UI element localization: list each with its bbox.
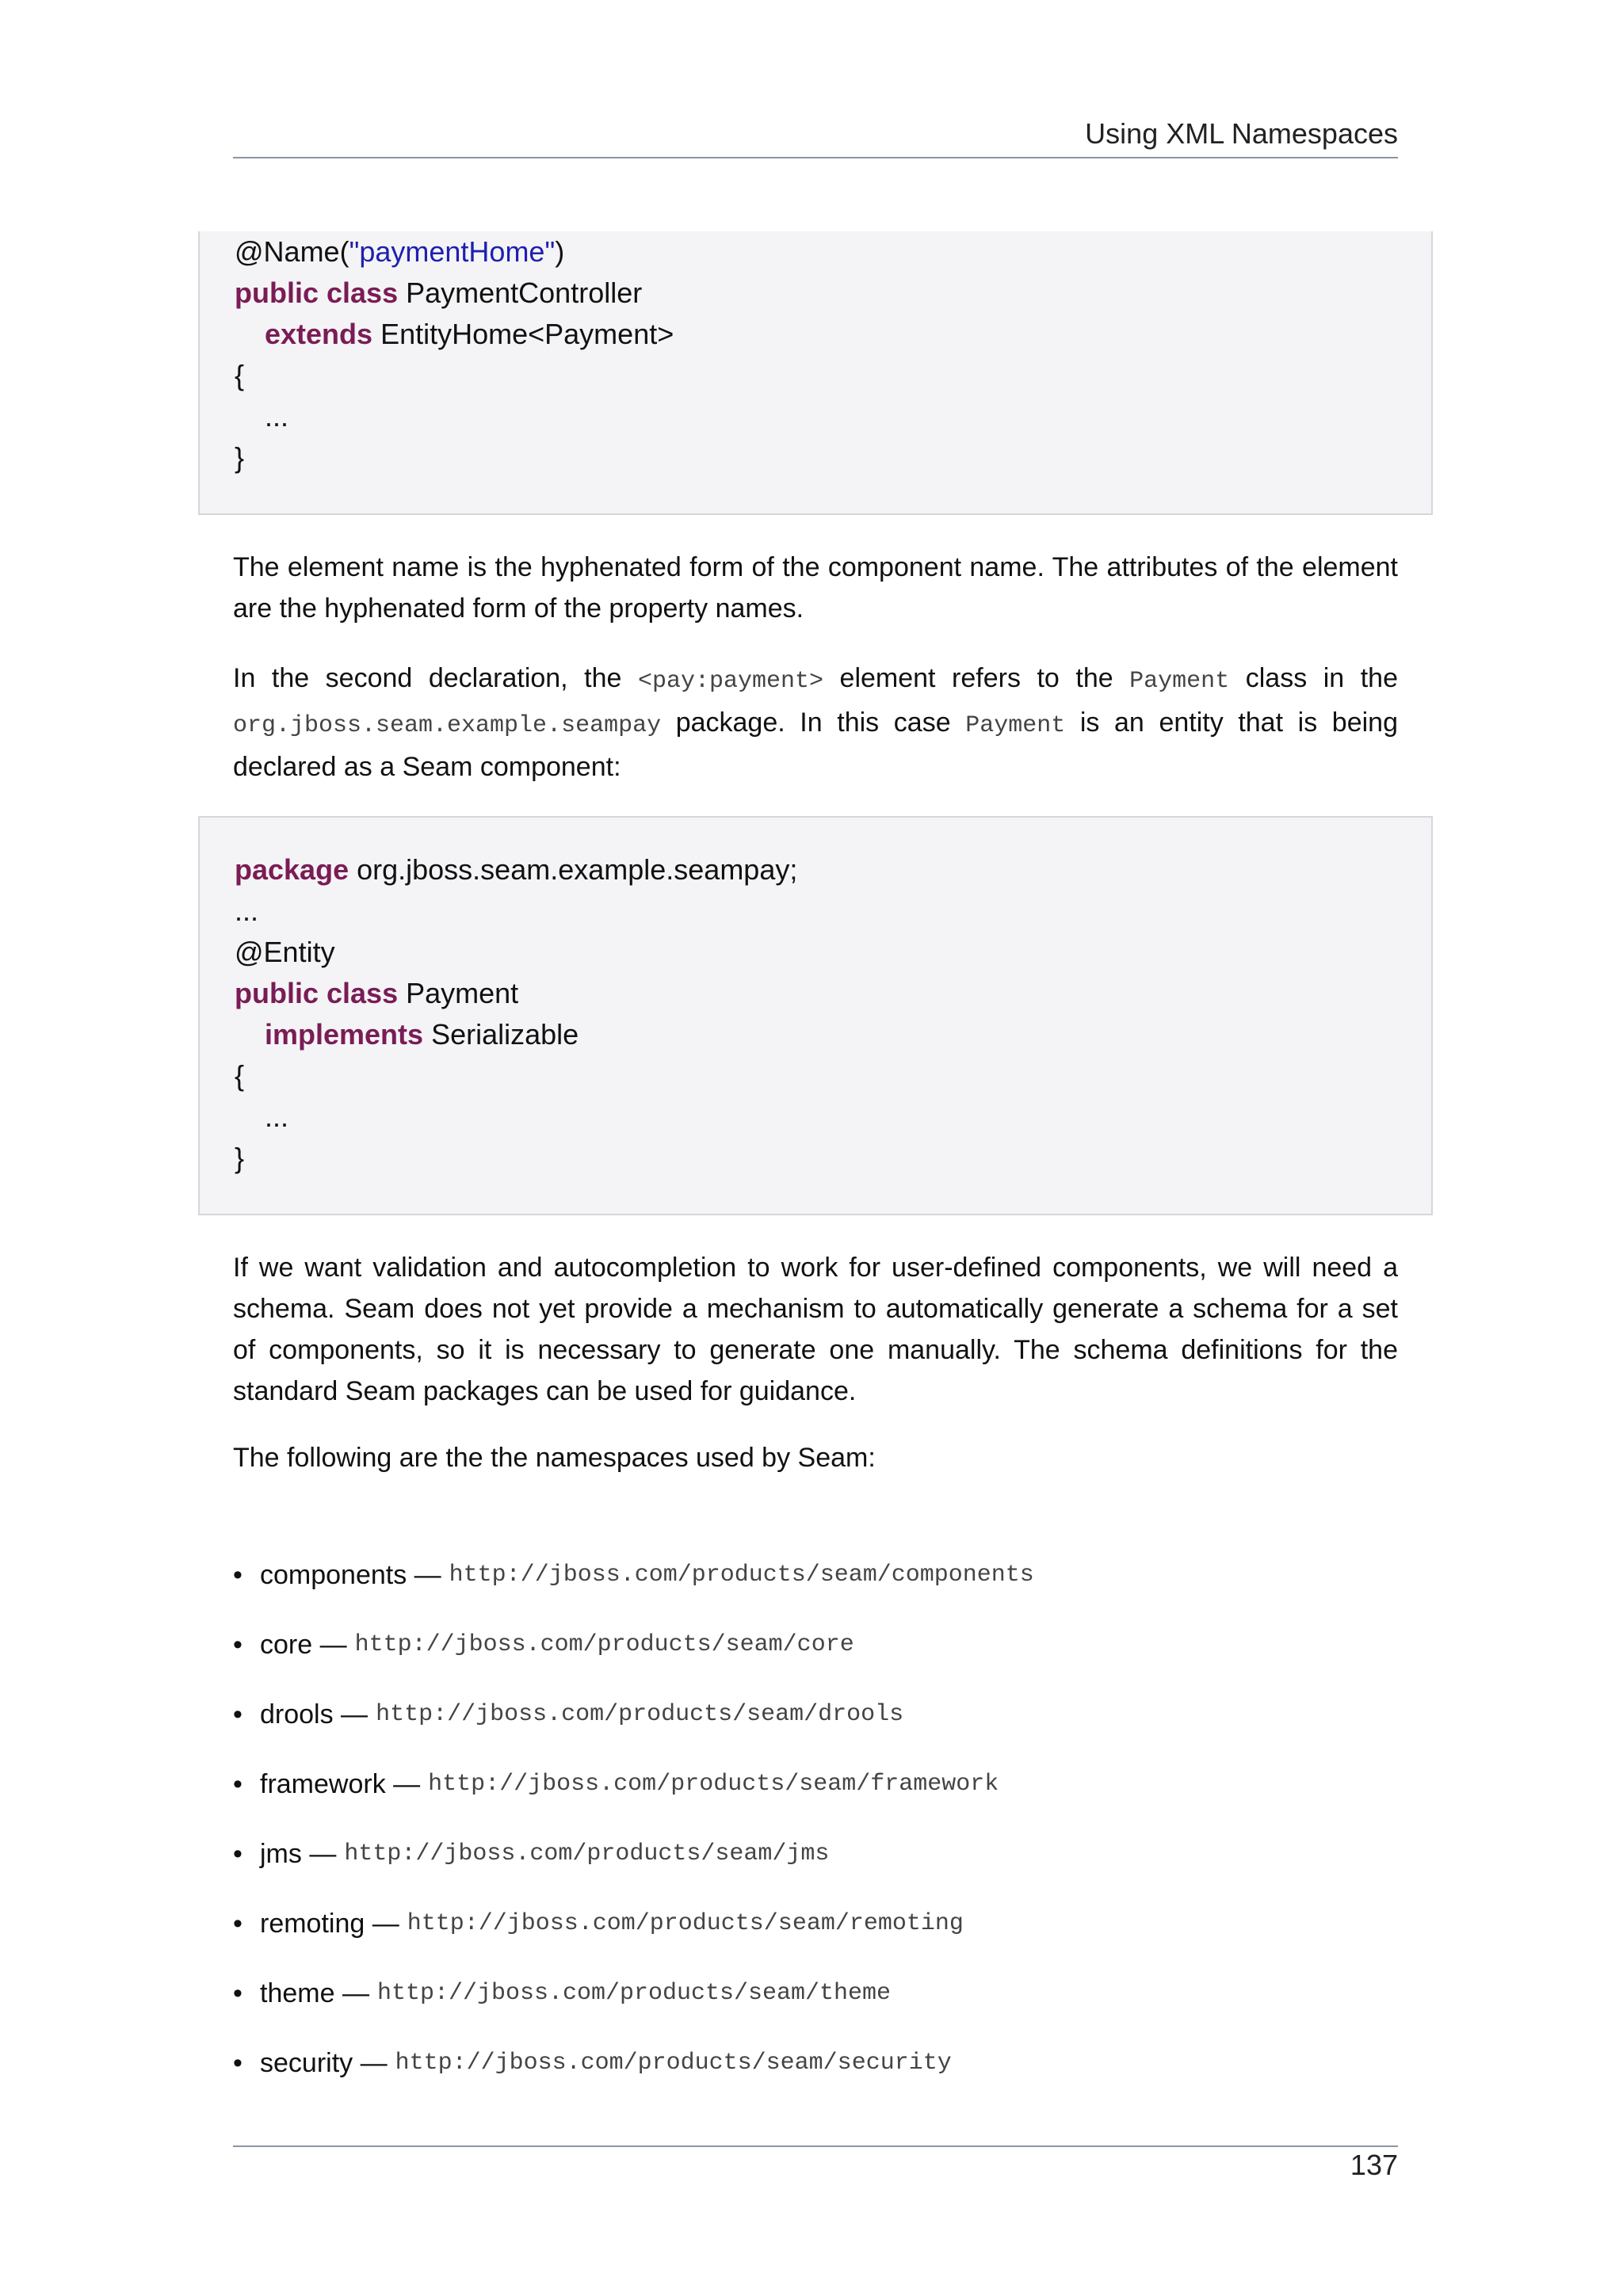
text: package. In this case: [661, 707, 966, 738]
code-token: @Entity: [235, 936, 335, 968]
code-line: [235, 1014, 1431, 1055]
code-keyword: implements: [265, 1018, 424, 1051]
code-line: [235, 891, 1431, 932]
footer-rule: [233, 2145, 1398, 2147]
paragraph-namespaces-intro: The following are the the namespaces used by Seam:: [233, 1443, 876, 1473]
code-string: "paymentHome": [349, 235, 556, 268]
code-line: [235, 849, 1431, 891]
namespace-url: http://jboss.com/products/seam/framework: [428, 1771, 999, 1798]
namespace-list: [233, 1540, 1398, 2098]
namespace-url: http://jboss.com/products/seam/security: [395, 2050, 952, 2077]
namespace-name: theme —: [260, 1978, 369, 2008]
namespace-name: drools —: [260, 1699, 369, 1730]
code-line: [235, 1097, 1431, 1138]
code-line: [235, 273, 1431, 314]
code-line: [235, 314, 1431, 355]
namespace-url: http://jboss.com/products/seam/jms: [344, 1840, 830, 1867]
code-token: Payment: [398, 977, 519, 1009]
code-line: [235, 396, 1431, 437]
namespace-url: http://jboss.com/products/seam/core: [354, 1631, 854, 1658]
paragraph-validation-schema: If we want validation and autocompletion to work for user-defined components, we will need a schema. Seam does not yet provide a mechanism to automatically generate a schema for a set of components, so it is necessary to generate one manually. The schema definitions for the standard Seam packages can be used for guidance.: [233, 1253, 1398, 1406]
namespace-url: http://jboss.com/products/seam/components: [449, 1562, 1034, 1589]
namespace-name: components —: [260, 1560, 441, 1590]
list-item: [233, 1958, 1398, 2028]
code-token: ...: [265, 400, 289, 433]
namespace-url: http://jboss.com/products/seam/theme: [376, 1980, 892, 2007]
text: class in the: [1229, 663, 1398, 693]
code-line: [235, 973, 1431, 1014]
code-keyword: extends: [265, 318, 373, 350]
code-line: [235, 1138, 1431, 1179]
text: In the second declaration, the: [233, 663, 638, 693]
text: element refers to the: [823, 663, 1130, 693]
code-keyword: public class: [235, 277, 399, 309]
inline-code: org.jboss.seam.example.seampay: [233, 712, 662, 739]
code-block-payment-entity: [198, 816, 1433, 1215]
code-token: EntityHome<Payment>: [372, 318, 674, 350]
list-item: [233, 1610, 1398, 1680]
bullet: •: [233, 1699, 242, 1730]
code-token: ): [555, 235, 565, 268]
code-line: [235, 231, 1431, 273]
inline-code: <pay:payment>: [637, 668, 824, 695]
code-line: [235, 1055, 1431, 1097]
code-token: {: [235, 1059, 245, 1092]
paragraph-second-declaration: [233, 658, 1398, 788]
namespace-name: core —: [260, 1630, 347, 1660]
text: is an entity that is being declared as a Seam component:: [233, 707, 1398, 782]
list-item: [233, 1889, 1398, 1958]
namespace-url: http://jboss.com/products/seam/remoting: [407, 1910, 964, 1937]
bullet: •: [233, 1839, 242, 1869]
namespace-name: security —: [260, 2048, 388, 2078]
code-line: [235, 932, 1431, 973]
code-token: Serializable: [423, 1018, 579, 1051]
code-token: org.jboss.seam.example.seampay;: [349, 853, 798, 886]
namespace-name: remoting —: [260, 1909, 399, 1939]
code-block-payment-controller: [198, 231, 1433, 515]
code-token: ...: [265, 1100, 289, 1133]
code-token: ...: [235, 894, 259, 927]
code-token: {: [235, 359, 245, 391]
code-token: @Name(: [235, 235, 349, 268]
namespace-name: framework —: [260, 1769, 421, 1799]
paragraph-element-name: The element name is the hyphenated form of the component name. The attributes of the element are the hyphenated form of the property names.: [233, 552, 1398, 624]
running-header: Using XML Namespaces: [1085, 117, 1398, 150]
namespace-name: jms —: [260, 1839, 337, 1869]
bullet: •: [233, 1978, 242, 2008]
list-item: [233, 1749, 1398, 1819]
namespace-url: http://jboss.com/products/seam/drools: [376, 1701, 904, 1728]
page-number: 137: [1350, 2149, 1398, 2181]
bullet: •: [233, 1630, 242, 1660]
list-item: [233, 1680, 1398, 1749]
inline-code: Payment: [965, 712, 1066, 739]
code-line: [235, 355, 1431, 396]
code-token: PaymentController: [398, 277, 643, 309]
bullet: •: [233, 1769, 242, 1799]
header-rule: [233, 157, 1398, 158]
code-keyword: package: [235, 853, 349, 886]
code-token: }: [235, 1142, 245, 1174]
inline-code: Payment: [1129, 668, 1230, 695]
bullet: •: [233, 1560, 242, 1590]
list-item: [233, 1540, 1398, 1610]
list-item: [233, 1819, 1398, 1889]
code-token: }: [235, 441, 245, 474]
list-item: [233, 2028, 1398, 2098]
bullet: •: [233, 1909, 242, 1939]
code-line: [235, 437, 1431, 479]
code-keyword: public class: [235, 977, 399, 1009]
bullet: •: [233, 2048, 242, 2078]
